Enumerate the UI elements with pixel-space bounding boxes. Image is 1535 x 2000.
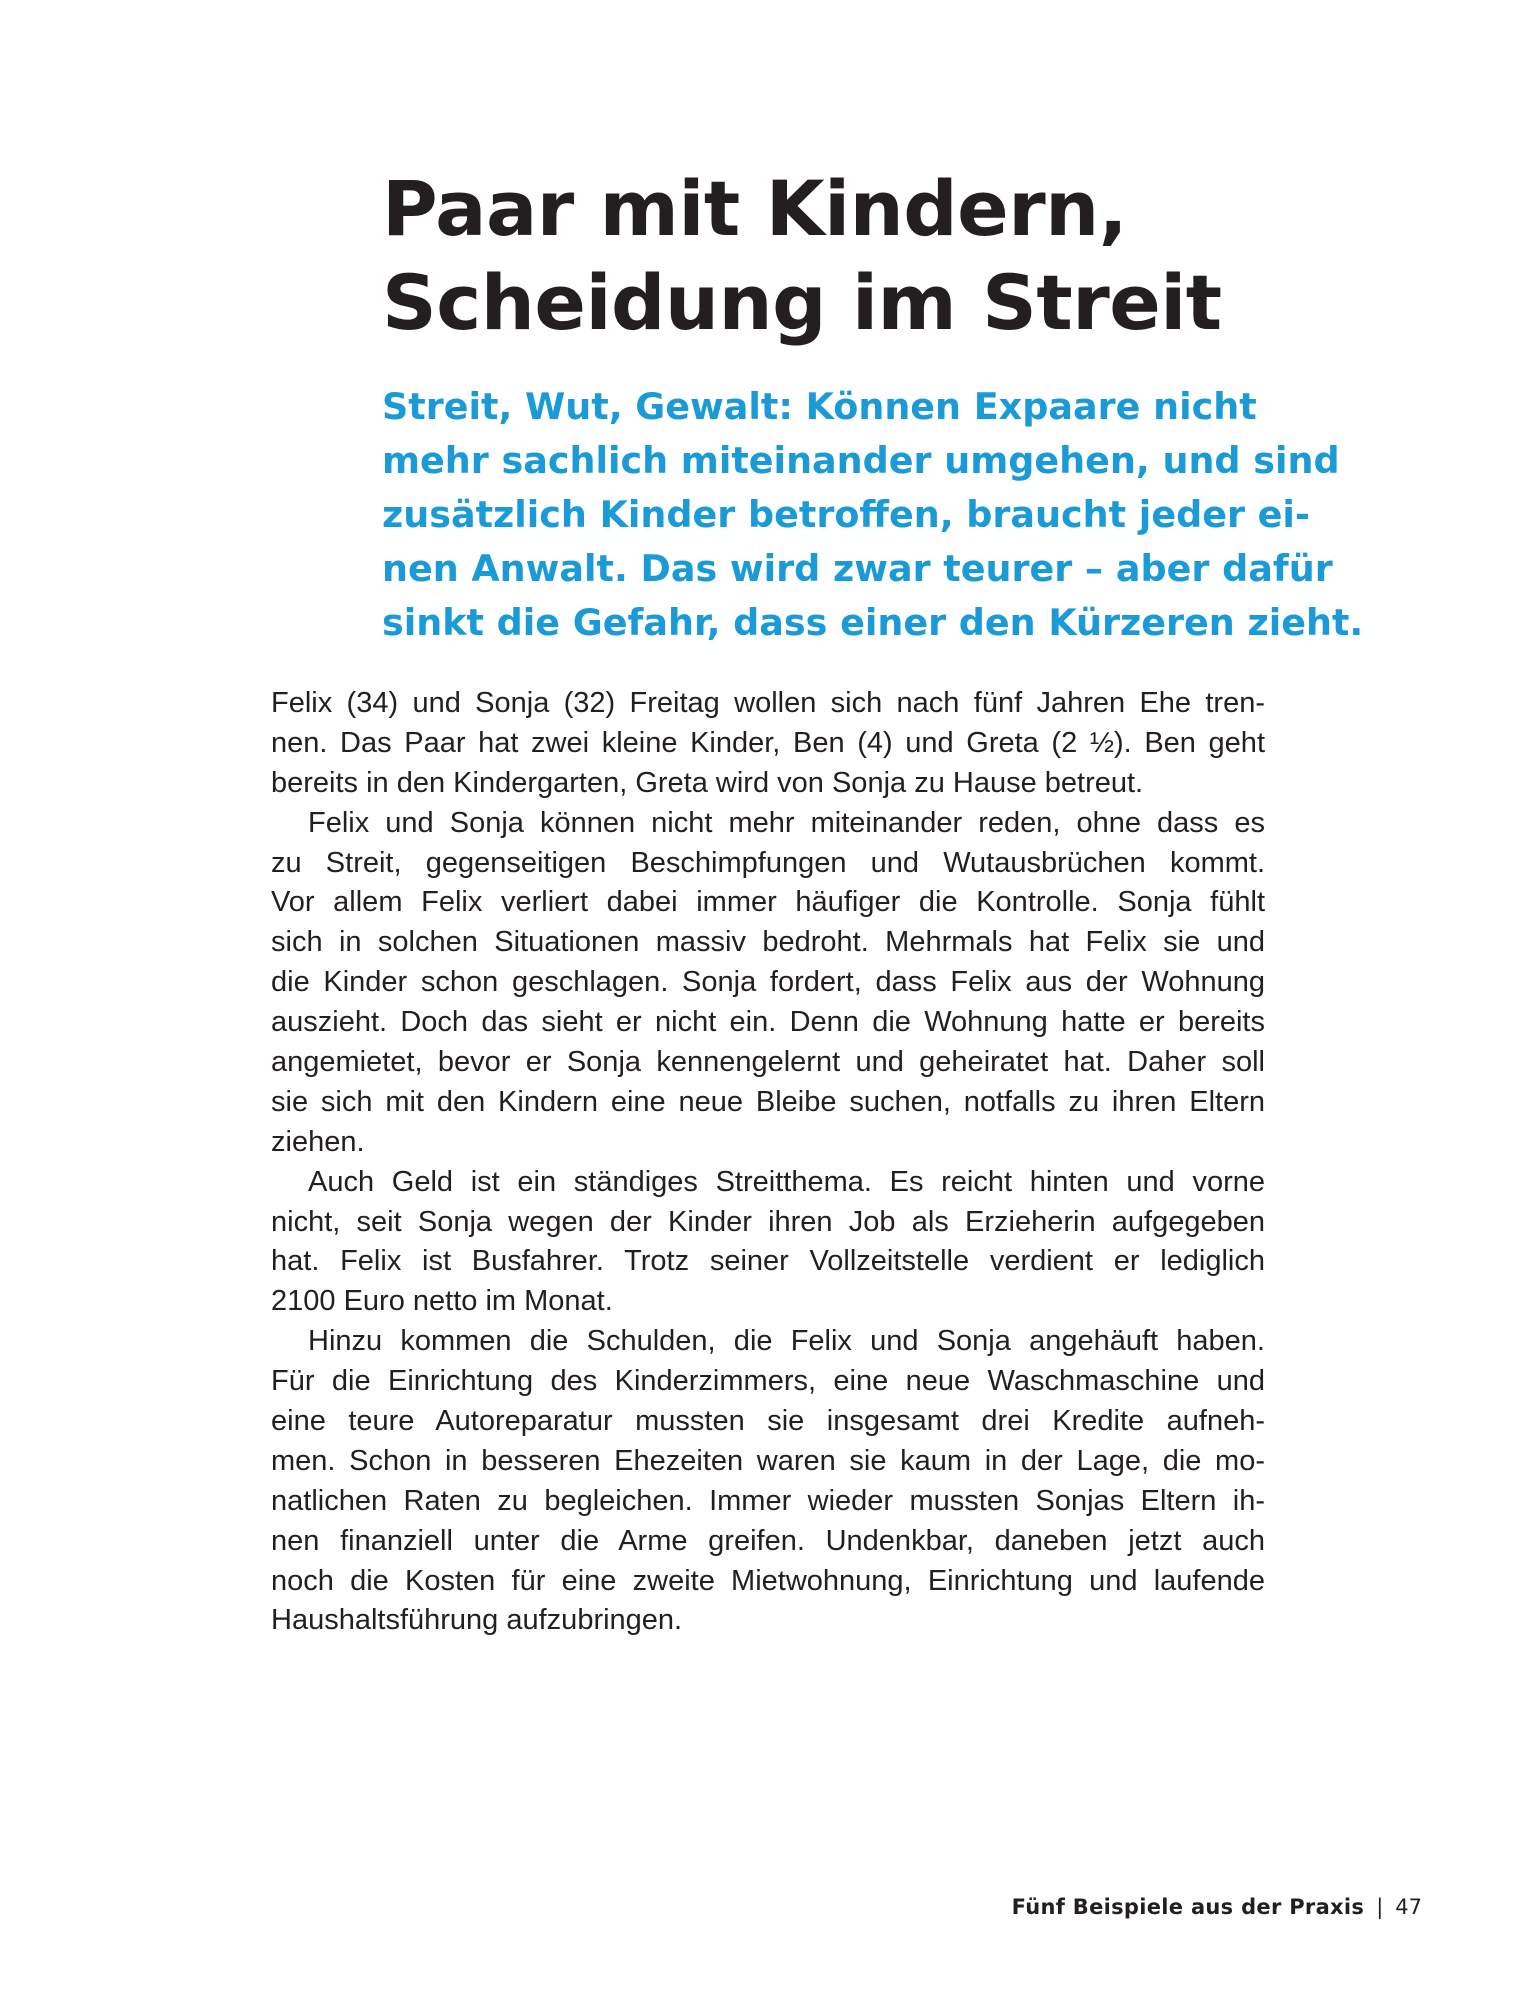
page-footer bbox=[1012, 1892, 1422, 1922]
page-number: 47 bbox=[1395, 1895, 1422, 1919]
body-line: auszieht. Doch das sieht er nicht ein. Denn die Wohnung hatte er bereits bbox=[271, 1006, 1265, 1039]
body-line: Für die Einrichtung des Kinderzimmers, eine neue Waschmaschine und bbox=[271, 1365, 1265, 1398]
body-line: Felix und Sonja können nicht mehr miteinander reden, ohne dass es bbox=[308, 806, 1265, 839]
body-line: Felix (34) und Sonja (32) Freitag wollen sich nach fünf Jahren Ehe tren- bbox=[271, 687, 1265, 719]
body-line: ziehen. bbox=[271, 1125, 365, 1158]
lead-line: sinkt die Gefahr, dass einer den Kürzeren zieht. bbox=[382, 601, 1364, 644]
body-line: 2100 Euro netto im Monat. bbox=[271, 1285, 613, 1318]
lead-line: mehr sachlich miteinander umgehen, und sind bbox=[382, 439, 1340, 482]
body-line: sie sich mit den Kindern eine neue Bleibe suchen, notfalls zu ihren Eltern bbox=[271, 1085, 1265, 1118]
body-line: sich in solchen Situationen massiv bedroht. Mehrmals hat Felix sie und bbox=[271, 926, 1265, 959]
body-line: Haushaltsführung aufzubringen. bbox=[271, 1604, 683, 1637]
footer-separator: | bbox=[1376, 1895, 1384, 1919]
body-line: nen finanziell unter die Arme greifen. Undenkbar, daneben jetzt auch bbox=[271, 1524, 1265, 1557]
body-line: Vor allem Felix verliert dabei immer häufiger die Kontrolle. Sonja fühlt bbox=[271, 886, 1265, 919]
body-line: zu Streit, gegenseitigen Beschimpfungen und Wutausbrüchen kommt. bbox=[271, 846, 1265, 879]
body-line: hat. Felix ist Busfahrer. Trotz seiner Vollzeitstelle verdient er lediglich bbox=[271, 1245, 1265, 1278]
body-line: noch die Kosten für eine zweite Mietwohnung, Einrichtung und laufende bbox=[271, 1564, 1265, 1597]
lead-line: zusätzlich Kinder betroffen, braucht jeder ei- bbox=[382, 493, 1311, 536]
body-line: Hinzu kommen die Schulden, die Felix und Sonja angehäuft haben. bbox=[308, 1325, 1265, 1358]
body-line: angemietet, bevor er Sonja kennengelernt und geheiratet hat. Daher soll bbox=[271, 1046, 1265, 1079]
body-line: men. Schon in besseren Ehezeiten waren sie kaum in der Lage, die mo- bbox=[271, 1444, 1265, 1477]
lead-line: Streit, Wut, Gewalt: Können Expaare nicht bbox=[382, 385, 1257, 428]
page-title bbox=[382, 162, 1382, 350]
body-line: eine teure Autoreparatur mussten sie insgesamt drei Kredite aufneh- bbox=[271, 1405, 1265, 1438]
title-line: Scheidung im Streit bbox=[382, 258, 1222, 347]
body-line: Auch Geld ist ein ständiges Streitthema. Es reicht hinten und vorne bbox=[308, 1165, 1265, 1198]
body-line: nicht, seit Sonja wegen der Kinder ihren Job als Erzieherin aufgegeben bbox=[271, 1205, 1265, 1238]
lead-paragraph bbox=[382, 380, 1364, 650]
body-line: bereits in den Kindergarten, Greta wird von Sonja zu Hause betreut. bbox=[271, 766, 1144, 799]
body-line: natlichen Raten zu begleichen. Immer wieder mussten Sonjas Eltern ih- bbox=[271, 1484, 1265, 1517]
body-line: nen. Das Paar hat zwei kleine Kinder, Ben (4) und Greta (2 ½). Ben geht bbox=[271, 726, 1265, 759]
lead-line: nen Anwalt. Das wird zwar teurer – aber dafür bbox=[382, 547, 1333, 590]
body-text bbox=[271, 684, 1265, 1641]
body-line: die Kinder schon geschlagen. Sonja fordert, dass Felix aus der Wohnung bbox=[271, 966, 1265, 999]
footer-section-title: Fünf Beispiele aus der Praxis bbox=[1011, 1895, 1365, 1919]
title-line: Paar mit Kindern, bbox=[382, 164, 1128, 253]
